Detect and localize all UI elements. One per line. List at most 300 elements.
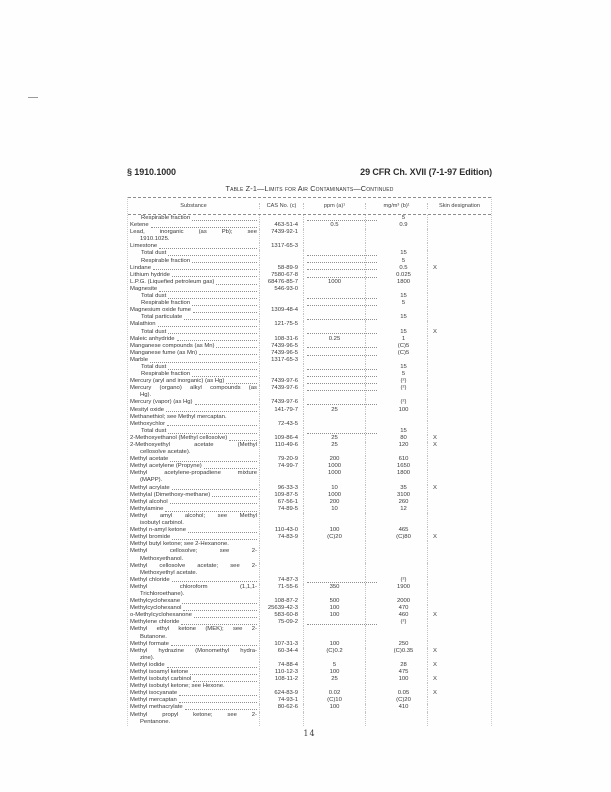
skin-cell bbox=[427, 428, 491, 435]
substance-line bbox=[130, 250, 259, 257]
dotted-leader bbox=[190, 669, 257, 675]
cas-cell: 546-93-0 bbox=[259, 286, 303, 293]
dotted-leader bbox=[181, 619, 257, 625]
dotted-leader bbox=[226, 378, 257, 384]
skin-cell bbox=[427, 641, 491, 648]
skin-cell bbox=[427, 286, 491, 293]
dotted-leader bbox=[172, 485, 257, 491]
skin-cell bbox=[427, 250, 491, 257]
cas-cell: 108-11-2 bbox=[259, 676, 303, 683]
cas-cell: 80-62-6 bbox=[259, 704, 303, 711]
ppm-cell: 25 bbox=[303, 407, 365, 414]
skin-cell bbox=[427, 243, 491, 250]
substance-cell bbox=[128, 548, 259, 562]
mg-cell: 15 bbox=[365, 329, 427, 336]
mg-cell: 0.9 bbox=[365, 222, 427, 229]
table-row bbox=[128, 704, 491, 711]
ppm-cell: 100 bbox=[303, 641, 365, 648]
substance-line bbox=[130, 577, 259, 584]
skin-cell bbox=[427, 470, 491, 484]
ppm-cell bbox=[303, 314, 365, 321]
substance-line bbox=[130, 258, 259, 265]
cas-cell: 7439-92-1 bbox=[259, 229, 303, 243]
ppm-cell: 100 bbox=[303, 605, 365, 612]
ppm-cell: 1000 bbox=[303, 470, 365, 484]
table-row bbox=[128, 499, 491, 506]
cas-cell: 75-09-2 bbox=[259, 619, 303, 626]
substance-cell bbox=[128, 272, 259, 279]
dotted-leader bbox=[179, 697, 257, 703]
cas-cell bbox=[259, 683, 303, 690]
substance-cell bbox=[128, 605, 259, 612]
cas-cell: 67-56-1 bbox=[259, 499, 303, 506]
dotted-leader bbox=[192, 258, 257, 264]
substance-text: Lithium hydride bbox=[130, 271, 170, 278]
substance-cell bbox=[128, 626, 259, 640]
skin-cell bbox=[427, 463, 491, 470]
dotted-leader bbox=[192, 300, 257, 306]
table-body bbox=[128, 215, 491, 726]
table-row bbox=[128, 321, 491, 328]
mg-cell: (C)5 bbox=[365, 350, 427, 357]
substance-line: Lead, inorganic (as Pb); see bbox=[130, 229, 257, 236]
cas-cell: 74-83-9 bbox=[259, 534, 303, 541]
column-header-cas: CAS No. (c) bbox=[259, 203, 303, 209]
substance-text: Total dust bbox=[141, 293, 167, 300]
substance-text: Mesityl oxide bbox=[130, 406, 165, 413]
ppm-cell: 5 bbox=[303, 662, 365, 669]
mg-cell: 5 bbox=[365, 371, 427, 378]
dotted-leader bbox=[172, 272, 257, 278]
mg-cell: (C)5 bbox=[365, 343, 427, 350]
ppm-cell bbox=[303, 548, 365, 562]
ppm-cell: (C)10 bbox=[303, 697, 365, 704]
dotted-leader bbox=[177, 336, 257, 342]
dotted-leader bbox=[159, 243, 257, 249]
table-row bbox=[128, 626, 491, 640]
skin-cell bbox=[427, 314, 491, 321]
substance-text: cellosolve acetate). bbox=[140, 449, 191, 456]
cas-cell: 108-31-6 bbox=[259, 336, 303, 343]
mg-cell: 250 bbox=[365, 641, 427, 648]
cas-cell bbox=[259, 712, 303, 726]
mg-cell: 0.025 bbox=[365, 272, 427, 279]
mg-cell: 2000 bbox=[365, 598, 427, 605]
cas-cell: 74-99-7 bbox=[259, 463, 303, 470]
substance-cell bbox=[128, 378, 259, 385]
cas-cell: 463-51-4 bbox=[259, 222, 303, 229]
substance-cell bbox=[128, 463, 259, 470]
table-row bbox=[128, 307, 491, 314]
ppm-cell: 500 bbox=[303, 598, 365, 605]
mg-cell bbox=[365, 548, 427, 562]
ppm-cell bbox=[303, 712, 365, 726]
substance-text: Total dust bbox=[141, 427, 167, 434]
skin-cell bbox=[427, 421, 491, 428]
substance-cell bbox=[128, 421, 259, 428]
cas-cell bbox=[259, 513, 303, 527]
substance-text: Total dust bbox=[141, 363, 167, 370]
substance-text: Methyl acetylene (Propyne) bbox=[130, 463, 202, 470]
substance-cell bbox=[128, 371, 259, 378]
ppm-cell: 10 bbox=[303, 506, 365, 513]
table-row bbox=[128, 513, 491, 527]
skin-cell: X bbox=[427, 612, 491, 619]
column-header-mg: mg/m³ (b)¹ bbox=[365, 203, 427, 209]
substance-text: Methylcyclohexane bbox=[130, 598, 181, 605]
substance-cell bbox=[128, 243, 259, 250]
cas-cell: 74-87-3 bbox=[259, 577, 303, 584]
cas-cell: 121-75-5 bbox=[259, 321, 303, 328]
table-row bbox=[128, 648, 491, 662]
substance-line bbox=[130, 676, 259, 683]
substance-cell bbox=[128, 442, 259, 456]
table-title: Table Z-1—Limits for Air Contaminants—Continued bbox=[225, 184, 394, 193]
substance-cell bbox=[128, 499, 259, 506]
ppm-cell bbox=[303, 250, 365, 257]
substance-text: Methylamine bbox=[130, 505, 164, 512]
table-row bbox=[128, 357, 491, 364]
substance-cell bbox=[128, 435, 259, 442]
substance-line bbox=[130, 534, 259, 541]
cas-cell bbox=[259, 470, 303, 484]
substance-cell bbox=[128, 704, 259, 711]
ppm-cell: 0.02 bbox=[303, 690, 365, 697]
substance-cell bbox=[128, 619, 259, 626]
skin-cell bbox=[427, 492, 491, 499]
cas-cell: 141-79-7 bbox=[259, 407, 303, 414]
substance-cell bbox=[128, 336, 259, 343]
skin-cell: X bbox=[427, 329, 491, 336]
table-row bbox=[128, 243, 491, 250]
substance-line bbox=[130, 463, 259, 470]
substance-line: Methyl hydrazine (Monomethyl hydra- bbox=[130, 647, 257, 654]
cas-cell: 7580-67-8 bbox=[259, 272, 303, 279]
section-number: § 1910.1000 bbox=[127, 167, 176, 177]
substance-text: Limestone bbox=[130, 243, 158, 250]
skin-cell bbox=[427, 357, 491, 364]
substance-cell bbox=[128, 286, 259, 293]
dotted-leader bbox=[183, 605, 257, 611]
mg-cell: 470 bbox=[365, 605, 427, 612]
substance-text: Total particulate bbox=[141, 314, 183, 321]
mg-cell: 80 bbox=[365, 435, 427, 442]
skin-cell bbox=[427, 456, 491, 463]
substance-line bbox=[130, 314, 259, 321]
cas-cell: 108-87-2 bbox=[259, 598, 303, 605]
cas-cell: 7439-97-6 bbox=[259, 378, 303, 385]
substance-line bbox=[130, 336, 259, 343]
mg-cell bbox=[365, 712, 427, 726]
ppm-cell bbox=[303, 243, 365, 250]
skin-cell bbox=[427, 364, 491, 371]
substance-line bbox=[130, 272, 259, 279]
skin-cell bbox=[427, 258, 491, 265]
table-row bbox=[128, 598, 491, 605]
ppm-cell: 1000 bbox=[303, 279, 365, 286]
cas-cell bbox=[259, 548, 303, 562]
dotted-leader bbox=[172, 577, 257, 583]
ppm-cell: 25 bbox=[303, 442, 365, 456]
skin-cell bbox=[427, 321, 491, 328]
substance-line bbox=[130, 634, 259, 641]
substance-text: Hg). bbox=[140, 392, 152, 399]
skin-cell bbox=[427, 548, 491, 562]
substance-text: Manganese compounds (as Mn) bbox=[130, 342, 215, 349]
table-row bbox=[128, 541, 491, 548]
ppm-cell bbox=[303, 321, 365, 328]
table-row bbox=[128, 662, 491, 669]
substance-text: Methylcyclohexanol bbox=[130, 605, 182, 612]
substance-text: Marble bbox=[130, 356, 149, 363]
dotted-leader bbox=[168, 329, 257, 335]
substance-line bbox=[130, 704, 259, 711]
table-header-row bbox=[128, 197, 491, 215]
mg-cell: 1900 bbox=[365, 584, 427, 598]
column-header-skin: Skin designation bbox=[427, 203, 491, 209]
substance-line bbox=[130, 683, 259, 690]
skin-cell bbox=[427, 272, 491, 279]
ppm-cell: 25 bbox=[303, 676, 365, 683]
dotted-leader bbox=[158, 321, 257, 327]
skin-cell bbox=[427, 563, 491, 577]
table-row bbox=[128, 676, 491, 683]
skin-cell bbox=[427, 598, 491, 605]
substance-line bbox=[130, 697, 259, 704]
substance-text: Methyl acetate bbox=[130, 456, 169, 463]
table-row bbox=[128, 669, 491, 676]
dotted-leader bbox=[167, 662, 257, 668]
ppm-cell bbox=[303, 286, 365, 293]
skin-cell bbox=[427, 343, 491, 350]
table-row bbox=[128, 428, 491, 435]
substance-text: Respirable fraction bbox=[141, 215, 191, 221]
substance-text: o-Methylcyclohexanone bbox=[130, 612, 192, 619]
ppm-cell bbox=[303, 619, 365, 626]
substance-text: Methyl iodide bbox=[130, 661, 165, 668]
ppm-cell bbox=[303, 343, 365, 350]
ppm-cell bbox=[303, 385, 365, 399]
cas-cell bbox=[259, 329, 303, 336]
table-row bbox=[128, 350, 491, 357]
dotted-leader bbox=[185, 704, 257, 710]
cas-cell bbox=[259, 250, 303, 257]
ppm-cell bbox=[303, 215, 365, 222]
substance-line bbox=[130, 414, 259, 421]
cas-cell bbox=[259, 414, 303, 421]
dotted-leader bbox=[153, 265, 257, 271]
dotted-leader bbox=[194, 612, 257, 618]
ppm-cell bbox=[303, 414, 365, 421]
ppm-cell bbox=[303, 350, 365, 357]
skin-cell bbox=[427, 229, 491, 243]
table-row bbox=[128, 442, 491, 456]
substance-text: Methyl bromide bbox=[130, 534, 171, 541]
table-row bbox=[128, 407, 491, 414]
table-row bbox=[128, 343, 491, 350]
substance-line bbox=[130, 222, 259, 229]
substance-text: (MAPP). bbox=[140, 477, 163, 484]
mg-cell bbox=[365, 626, 427, 640]
substance-text: Methyl isobutyl ketone; see Hexone. bbox=[130, 683, 225, 690]
substance-text: Total dust bbox=[141, 328, 167, 335]
substance-line bbox=[130, 541, 259, 548]
skin-cell bbox=[427, 669, 491, 676]
cas-cell: 7439-96-5 bbox=[259, 343, 303, 350]
substance-line: Methyl amyl alcohol; see Methyl bbox=[130, 512, 257, 519]
substance-line: Methyl acetylene-propadiene mixture bbox=[130, 470, 257, 477]
substance-cell bbox=[128, 676, 259, 683]
cas-cell: 7439-96-5 bbox=[259, 350, 303, 357]
ppm-cell: 350 bbox=[303, 584, 365, 598]
skin-cell: X bbox=[427, 534, 491, 541]
mg-cell: 15 bbox=[365, 250, 427, 257]
substance-line bbox=[130, 598, 259, 605]
substance-cell bbox=[128, 364, 259, 371]
dotted-leader bbox=[170, 456, 257, 462]
ppm-cell bbox=[303, 577, 365, 584]
ppm-cell: 100 bbox=[303, 612, 365, 619]
table-row bbox=[128, 527, 491, 534]
ppm-cell: 25 bbox=[303, 435, 365, 442]
table-row bbox=[128, 421, 491, 428]
skin-cell bbox=[427, 378, 491, 385]
cas-cell: 74-93-1 bbox=[259, 697, 303, 704]
substance-cell bbox=[128, 385, 259, 399]
cas-cell: 74-89-5 bbox=[259, 506, 303, 513]
mg-cell: 15 bbox=[365, 428, 427, 435]
cas-cell bbox=[259, 293, 303, 300]
substance-cell bbox=[128, 534, 259, 541]
substance-text: Magnesite bbox=[130, 285, 158, 292]
table-row bbox=[128, 548, 491, 562]
substance-line bbox=[130, 669, 259, 676]
substance-line bbox=[130, 570, 259, 577]
cas-cell bbox=[259, 371, 303, 378]
substance-text: Malathion bbox=[130, 321, 156, 328]
substance-text: Methyl methacrylate bbox=[130, 704, 183, 711]
mg-cell: (C)20 bbox=[365, 697, 427, 704]
skin-cell bbox=[427, 605, 491, 612]
substance-cell bbox=[128, 414, 259, 421]
ppm-cell bbox=[303, 683, 365, 690]
substance-line bbox=[130, 407, 259, 414]
substance-text: Trichloroethane). bbox=[140, 590, 185, 597]
skin-cell: X bbox=[427, 676, 491, 683]
substance-line: Methyl cellosolve acetate; see 2- bbox=[130, 562, 257, 569]
ppm-cell bbox=[303, 371, 365, 378]
substance-cell bbox=[128, 343, 259, 350]
mg-cell: 1650 bbox=[365, 463, 427, 470]
mg-cell bbox=[365, 243, 427, 250]
substance-text: Methoxyethyl acetate. bbox=[140, 569, 198, 576]
ppm-cell bbox=[303, 563, 365, 577]
dotted-leader bbox=[165, 506, 257, 512]
cas-cell: 96-33-3 bbox=[259, 485, 303, 492]
dotted-leader bbox=[151, 222, 257, 228]
skin-cell bbox=[427, 619, 491, 626]
mg-cell: (C)0.35 bbox=[365, 648, 427, 662]
substance-cell bbox=[128, 690, 259, 697]
substance-line bbox=[130, 399, 259, 406]
mg-cell: 1800 bbox=[365, 470, 427, 484]
skin-cell: X bbox=[427, 435, 491, 442]
table-row bbox=[128, 641, 491, 648]
cas-cell bbox=[259, 364, 303, 371]
skin-cell bbox=[427, 683, 491, 690]
substance-line bbox=[130, 357, 259, 364]
table-row bbox=[128, 279, 491, 286]
mg-cell: 15 bbox=[365, 364, 427, 371]
skin-cell: X bbox=[427, 662, 491, 669]
cas-cell: 109-87-5 bbox=[259, 492, 303, 499]
ppm-cell: (C)0.2 bbox=[303, 648, 365, 662]
substance-text: Methyl acrylate bbox=[130, 484, 170, 491]
cas-cell bbox=[259, 428, 303, 435]
skin-cell bbox=[427, 414, 491, 421]
ppm-cell: 100 bbox=[303, 527, 365, 534]
dotted-leader bbox=[168, 428, 257, 434]
table-row bbox=[128, 329, 491, 336]
substance-text: Methylene chloride bbox=[130, 619, 180, 626]
table-row bbox=[128, 470, 491, 484]
substance-text: Methoxychlor bbox=[130, 420, 166, 427]
mg-cell: 12 bbox=[365, 506, 427, 513]
substance-cell bbox=[128, 492, 259, 499]
substance-line bbox=[130, 641, 259, 648]
skin-cell bbox=[427, 279, 491, 286]
cas-cell: 110-43-0 bbox=[259, 527, 303, 534]
cas-cell: 1317-65-3 bbox=[259, 357, 303, 364]
table-row bbox=[128, 456, 491, 463]
dotted-leader bbox=[182, 598, 257, 604]
dotted-leader bbox=[168, 250, 257, 256]
substance-line bbox=[130, 690, 259, 697]
mg-cell: 3100 bbox=[365, 492, 427, 499]
substance-cell bbox=[128, 712, 259, 726]
mg-cell: 35 bbox=[365, 485, 427, 492]
substance-line bbox=[130, 293, 259, 300]
substance-text: Methoxyethanol. bbox=[140, 555, 184, 562]
mg-cell: 100 bbox=[365, 407, 427, 414]
ppm-cell bbox=[303, 421, 365, 428]
mg-cell bbox=[365, 321, 427, 328]
substance-cell bbox=[128, 250, 259, 257]
substance-line bbox=[130, 527, 259, 534]
substance-text: Respirable fraction bbox=[141, 257, 191, 264]
ppm-cell bbox=[303, 265, 365, 272]
table-row bbox=[128, 222, 491, 229]
table-row bbox=[128, 286, 491, 293]
cas-cell: 1317-65-3 bbox=[259, 243, 303, 250]
table-row bbox=[128, 712, 491, 726]
substance-text: Maleic anhydride bbox=[130, 335, 175, 342]
cas-cell: 107-31-3 bbox=[259, 641, 303, 648]
ppm-cell bbox=[303, 428, 365, 435]
substance-cell bbox=[128, 541, 259, 548]
page-header bbox=[127, 167, 492, 177]
table-row bbox=[128, 215, 491, 222]
table-row bbox=[128, 492, 491, 499]
air-contaminants-table bbox=[127, 197, 492, 726]
table-row bbox=[128, 229, 491, 243]
substance-text: Methyl isoamyl ketone bbox=[130, 669, 189, 675]
substance-line bbox=[130, 485, 259, 492]
substance-line bbox=[130, 371, 259, 378]
cas-cell: 79-20-9 bbox=[259, 456, 303, 463]
substance-text: L.P.G. (Liquefied petroleum gas) bbox=[130, 278, 215, 285]
substance-text: Pentanone. bbox=[140, 718, 171, 725]
